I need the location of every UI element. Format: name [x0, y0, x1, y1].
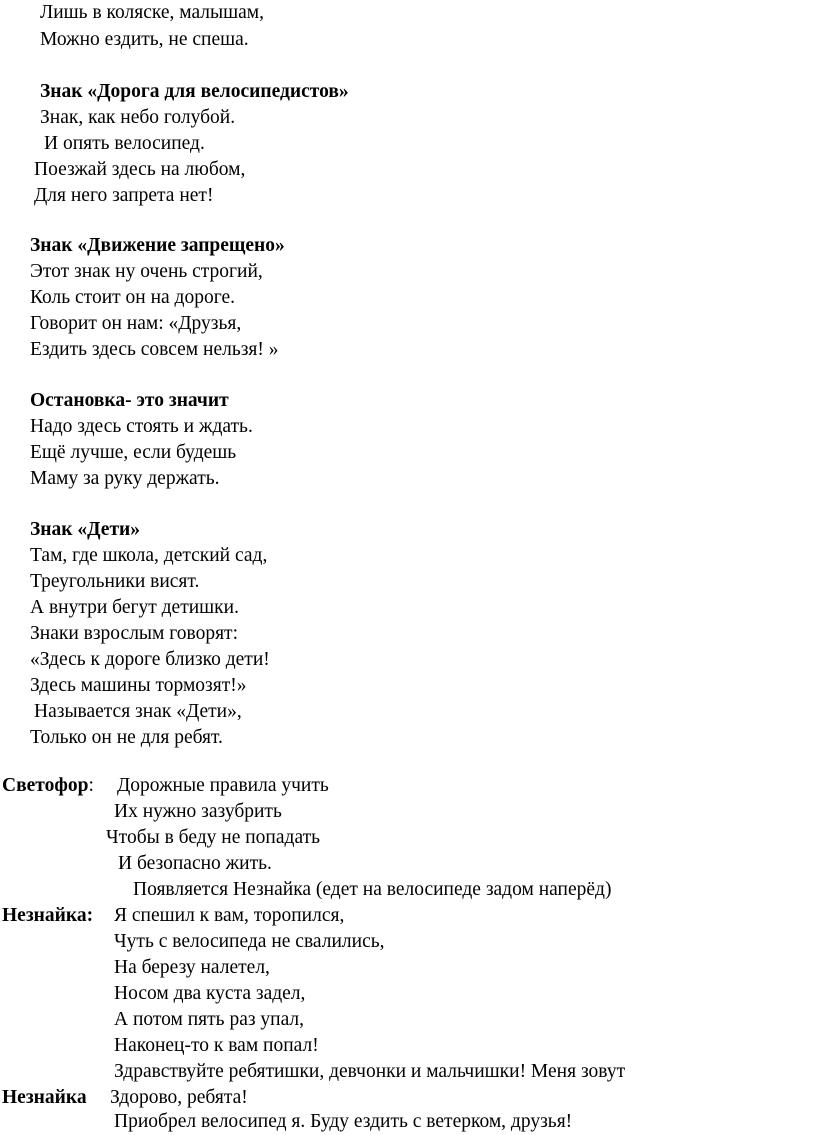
dialogue-line: А потом пять раз упал, [114, 1009, 305, 1030]
speaker-name: Незнайка [2, 1087, 87, 1108]
dialogue-line: Приобрел велосипед я. Буду ездить с ветерком, друзья! [114, 1111, 573, 1132]
poem-line: Там, где школа, детский сад, [30, 545, 268, 566]
dialogue-line: Их нужно зазубрить [114, 801, 282, 822]
poem-line: Говорит он нам: «Друзья, [30, 313, 242, 334]
stanza-title: Знак «Движение запрещено» [30, 235, 285, 256]
dialogue-line: Здорово, ребята! [110, 1087, 248, 1108]
poem-line: Надо здесь стоять и ждать. [30, 416, 253, 437]
poem-line: «Здесь к дороге близко дети! [30, 649, 270, 670]
stage-direction: Появляется Незнайка (едет на велосипеде задом наперёд) [133, 879, 612, 900]
poem-line: Поезжай здесь на любом, [34, 159, 246, 180]
speaker-name: Незнайка: [2, 905, 94, 926]
poem-line: Знак, как небо голубой. [40, 107, 236, 128]
poem-line: Ещё лучше, если будешь [30, 442, 237, 463]
poem-line: Называется знак «Дети», [34, 701, 242, 722]
poem-line: Только он не для ребят. [30, 727, 223, 748]
poem-line: И опять велосипед. [44, 133, 205, 154]
dialogue-line: Наконец-то к вам попал! [114, 1035, 319, 1056]
poem-line: Знаки взрослым говорят: [30, 623, 238, 644]
poem-line: Можно ездить, не спеша. [40, 29, 249, 50]
dialogue-line: Чуть с велосипеда не свалились, [114, 931, 385, 952]
stanza-title: Знак «Дети» [30, 519, 141, 540]
poem-line: Ездить здесь совсем нельзя! » [30, 339, 279, 360]
stanza-title: Знак «Дорога для велосипедистов» [40, 81, 349, 102]
poem-line: А внутри бегут детишки. [30, 597, 239, 618]
stanza-title: Остановка- это значит [30, 390, 229, 411]
poem-line: Для него запрета нет! [34, 185, 214, 206]
dialogue-line: Носом два куста задел, [114, 983, 306, 1004]
poem-line: Коль стоит он на дороге. [30, 287, 235, 308]
dialogue-line: Здравствуйте ребятишки, девчонки и мальчишки! Меня зовут [114, 1061, 626, 1082]
poem-line: Маму за руку держать. [30, 468, 220, 489]
poem-line: Лишь в коляске, малышам, [40, 2, 265, 23]
dialogue-line: Я спешил к вам, торопился, [114, 905, 345, 926]
dialogue-line: И безопасно жить. [118, 853, 272, 874]
speaker-name: Светофор [2, 775, 89, 796]
dialogue-line: Чтобы в беду не попадать [106, 827, 321, 848]
poem-line: Здесь машины тормозят!» [30, 675, 247, 696]
poem-line: Этот знак ну очень строгий, [30, 261, 263, 282]
speaker-label [2, 773, 94, 799]
speaker-colon: : [88, 775, 94, 796]
dialogue-line: Дорожные правила учить [117, 775, 329, 796]
poem-line: Треугольники висят. [30, 571, 200, 592]
dialogue-line: На березу налетел, [114, 957, 270, 978]
